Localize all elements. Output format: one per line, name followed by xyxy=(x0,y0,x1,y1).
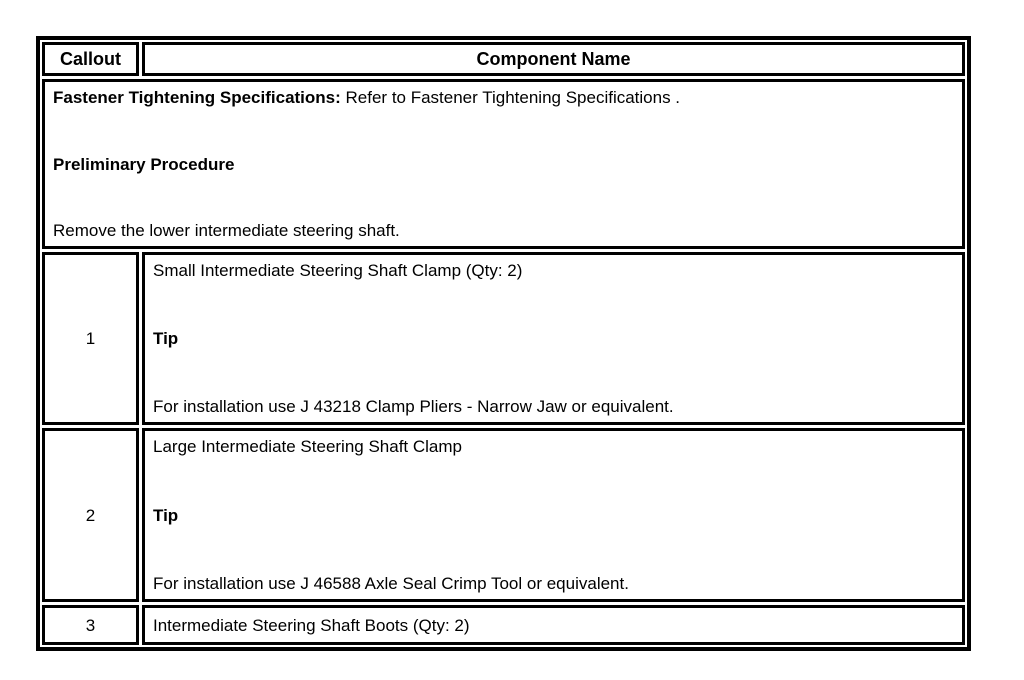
callout-cell-1 xyxy=(42,252,139,425)
header-callout xyxy=(42,42,139,76)
header-component-name xyxy=(142,42,965,76)
fastener-spec-text: Refer to Fastener Tightening Specifications . xyxy=(340,88,681,107)
component-name-text: Large Intermediate Steering Shaft Clamp xyxy=(153,437,463,456)
tip-text: For installation use J 46588 Axle Seal Crimp Tool or equivalent. xyxy=(153,574,629,593)
component-cell-2 xyxy=(142,428,965,602)
callout-number: 2 xyxy=(85,505,96,525)
header-component-name-label: Component Name xyxy=(476,48,631,69)
callout-number: 1 xyxy=(85,329,96,348)
fastener-spec-line xyxy=(53,87,954,108)
component-cell-1 xyxy=(142,252,965,425)
intro-cell xyxy=(42,79,965,249)
preliminary-procedure-label: Preliminary Procedure xyxy=(53,154,235,174)
component-cell-3 xyxy=(142,605,965,645)
component-table xyxy=(36,36,971,651)
callout-cell-3 xyxy=(42,605,139,645)
callout-number: 3 xyxy=(85,615,96,635)
tip-label: Tip xyxy=(153,329,179,348)
fastener-spec-label: Fastener Tightening Specifications: xyxy=(53,88,341,107)
procedure-text: Remove the lower intermediate steering shaft. xyxy=(53,221,400,240)
component-name-text: Intermediate Steering Shaft Boots (Qty: 2) xyxy=(153,615,470,635)
header-callout-label: Callout xyxy=(60,48,121,69)
tip-text: For installation use J 43218 Clamp Pliers - Narrow Jaw or equivalent. xyxy=(153,397,674,416)
tip-label: Tip xyxy=(153,505,179,525)
callout-cell-2 xyxy=(42,428,139,602)
component-name-text: Small Intermediate Steering Shaft Clamp (Qty: 2) xyxy=(153,261,523,280)
